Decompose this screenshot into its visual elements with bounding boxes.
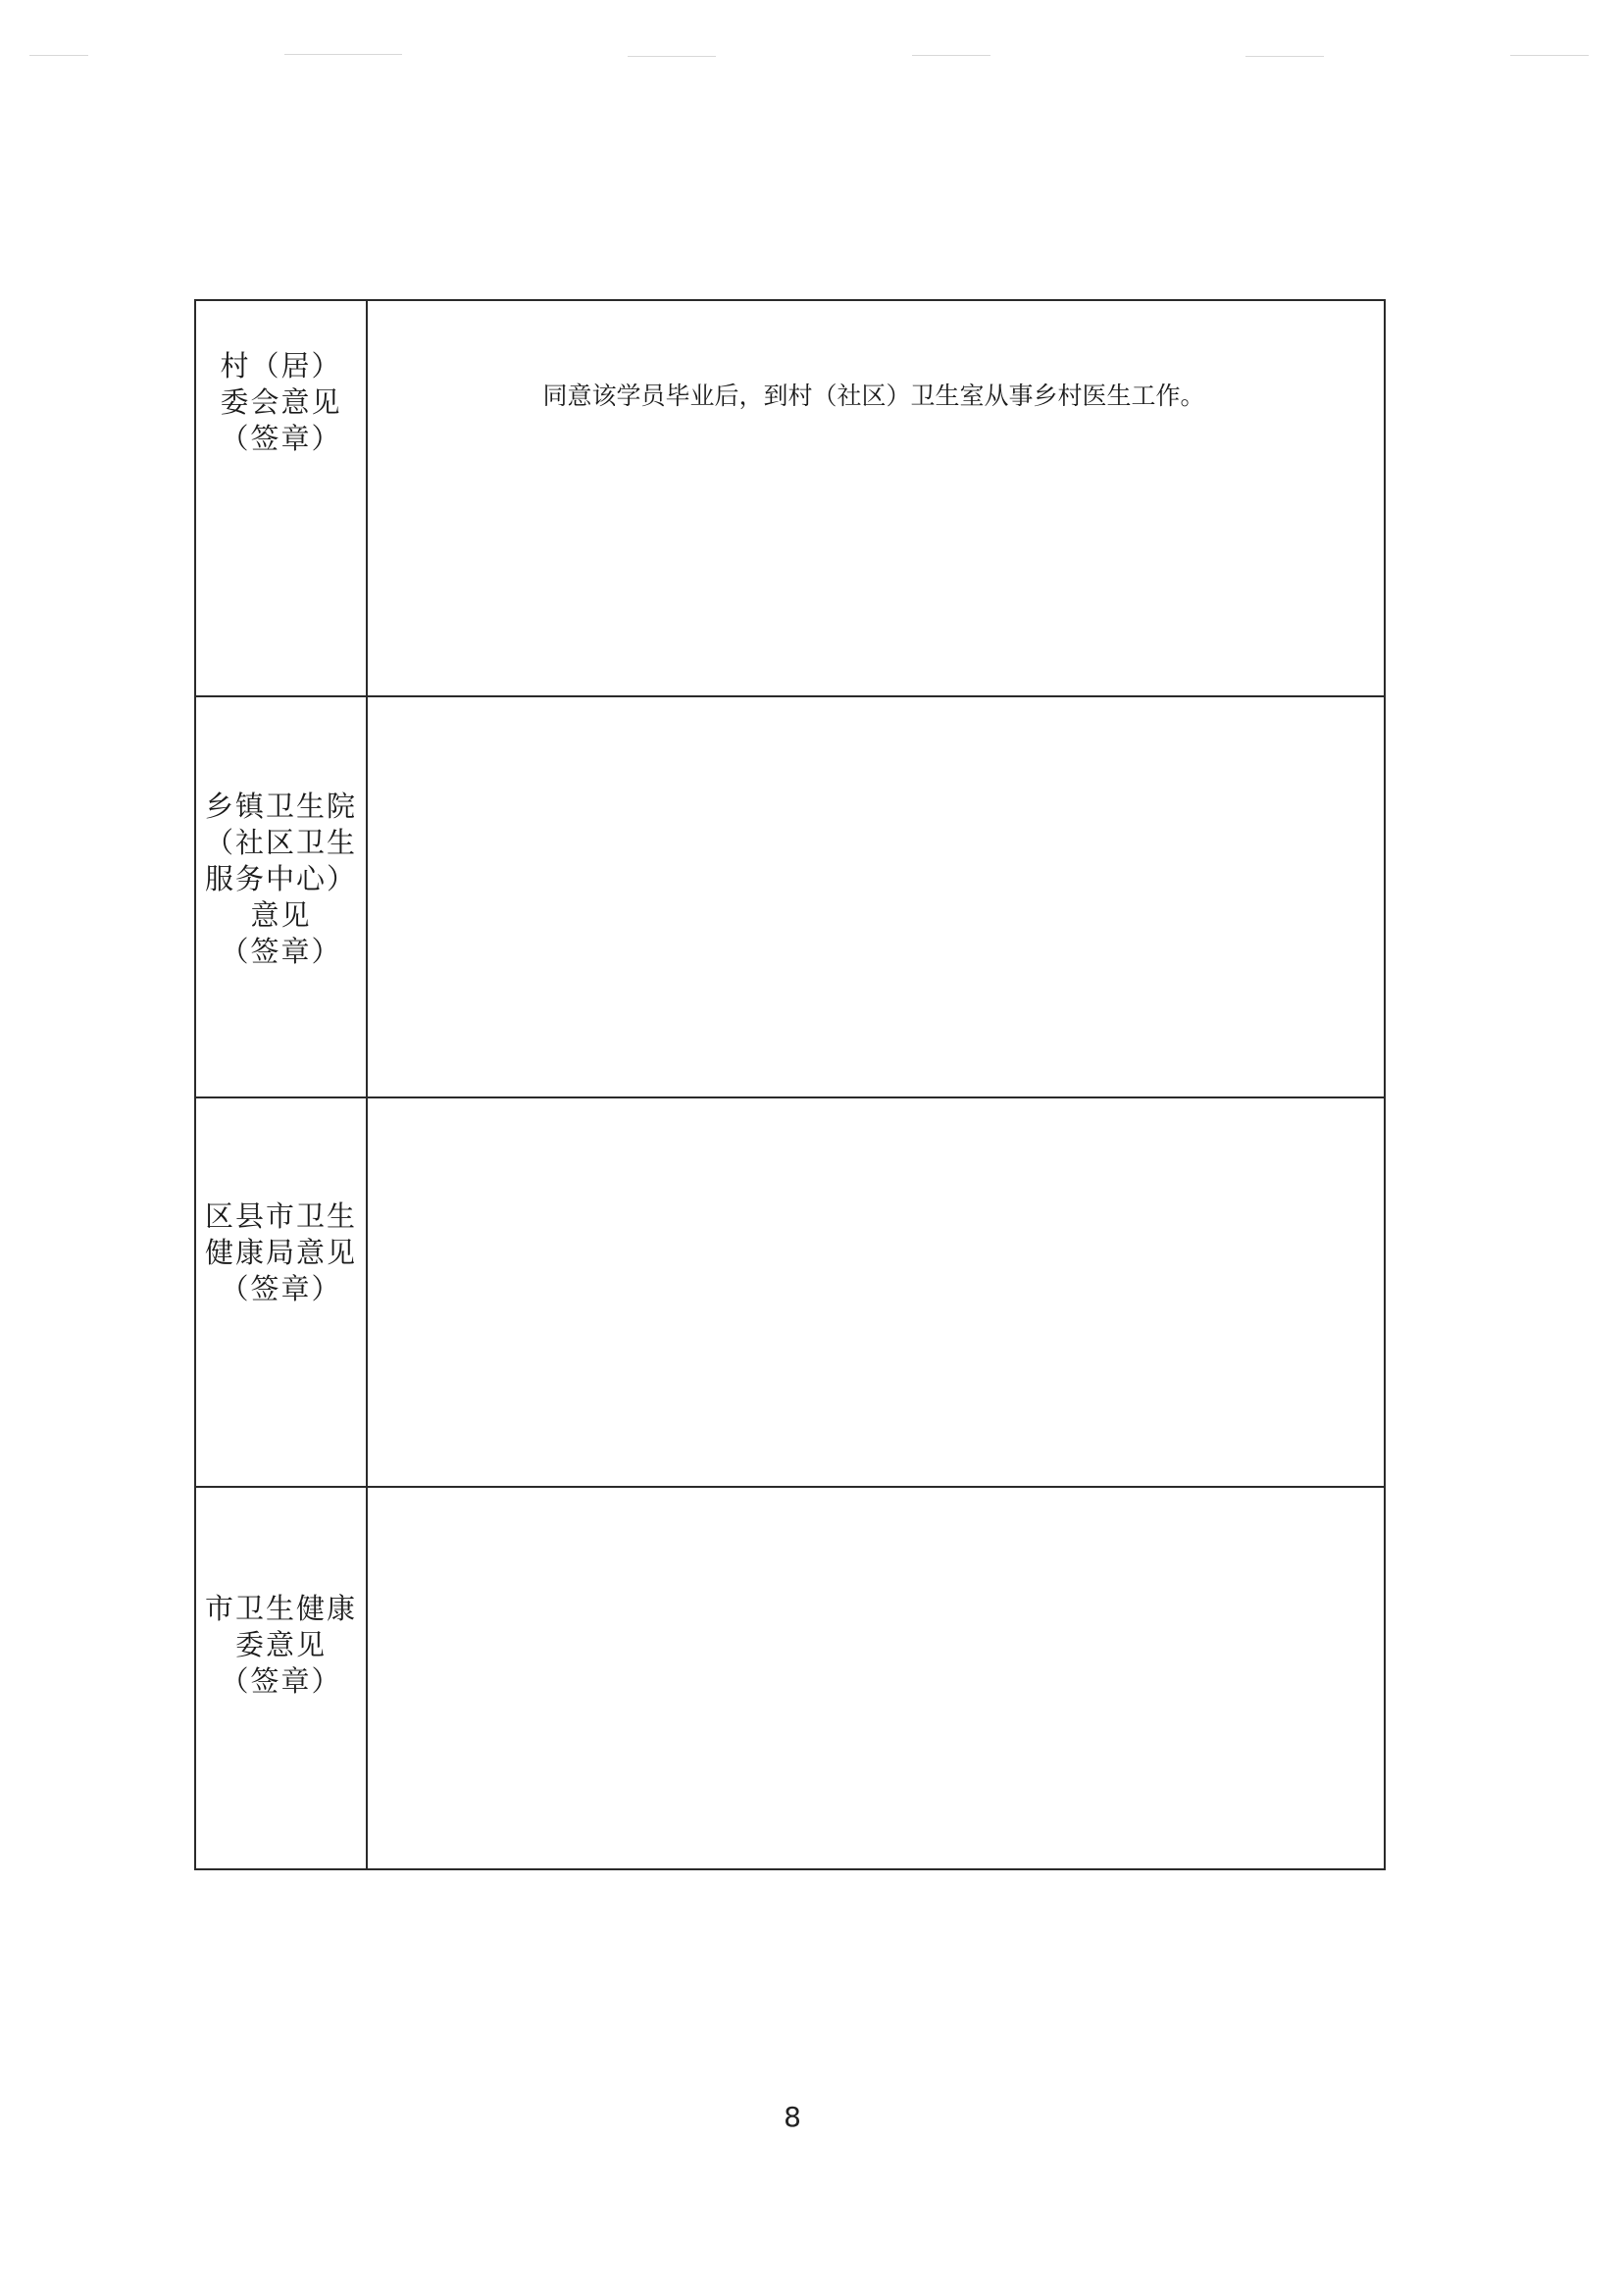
page-number: 8 — [784, 2101, 801, 2133]
scan-artifact-line — [1510, 55, 1589, 56]
label-line: 健康局意见 — [204, 1236, 357, 1269]
approval-form-table — [194, 299, 1386, 1870]
opinion-cell-city-health-commission[interactable] — [367, 1487, 1385, 1869]
label-line: （签章） — [220, 1663, 342, 1698]
table-row — [195, 300, 1385, 696]
label-line: （签章） — [220, 935, 342, 968]
scan-artifact-line — [912, 55, 990, 56]
scan-artifact-line — [29, 55, 88, 56]
row-label-township-hospital — [195, 696, 367, 1097]
scan-artifact-line — [628, 56, 716, 57]
opinion-cell-village-committee[interactable] — [367, 300, 1385, 696]
label-line: 乡镇卫生院 — [204, 790, 357, 823]
opinion-cell-county-health-bureau[interactable] — [367, 1097, 1385, 1487]
row-label-county-health-bureau — [195, 1097, 367, 1487]
table-row — [195, 1487, 1385, 1869]
label-line: 委会意见 — [220, 384, 342, 419]
label-line: （签章） — [220, 1272, 342, 1305]
scan-artifact-line — [1245, 56, 1324, 57]
row-label-village-committee — [195, 300, 367, 696]
opinion-text: 同意该学员毕业后，到村（社区）卫生室从事乡村医生工作。 — [542, 382, 1205, 410]
label-line: 区县市卫生 — [204, 1199, 357, 1233]
label-line: 市卫生健康 — [204, 1591, 357, 1625]
label-line: （签章） — [220, 421, 342, 455]
label-line: 委意见 — [234, 1627, 327, 1661]
label-line: 意见 — [250, 898, 312, 932]
label-line: 村（居） — [220, 348, 342, 382]
table-row — [195, 696, 1385, 1097]
label-line: 服务中心） — [204, 862, 357, 895]
row-label-city-health-commission — [195, 1487, 367, 1869]
label-line: （社区卫生 — [204, 826, 357, 859]
table-row — [195, 1097, 1385, 1487]
scan-artifact-line — [284, 54, 402, 55]
opinion-cell-township-hospital[interactable] — [367, 696, 1385, 1097]
